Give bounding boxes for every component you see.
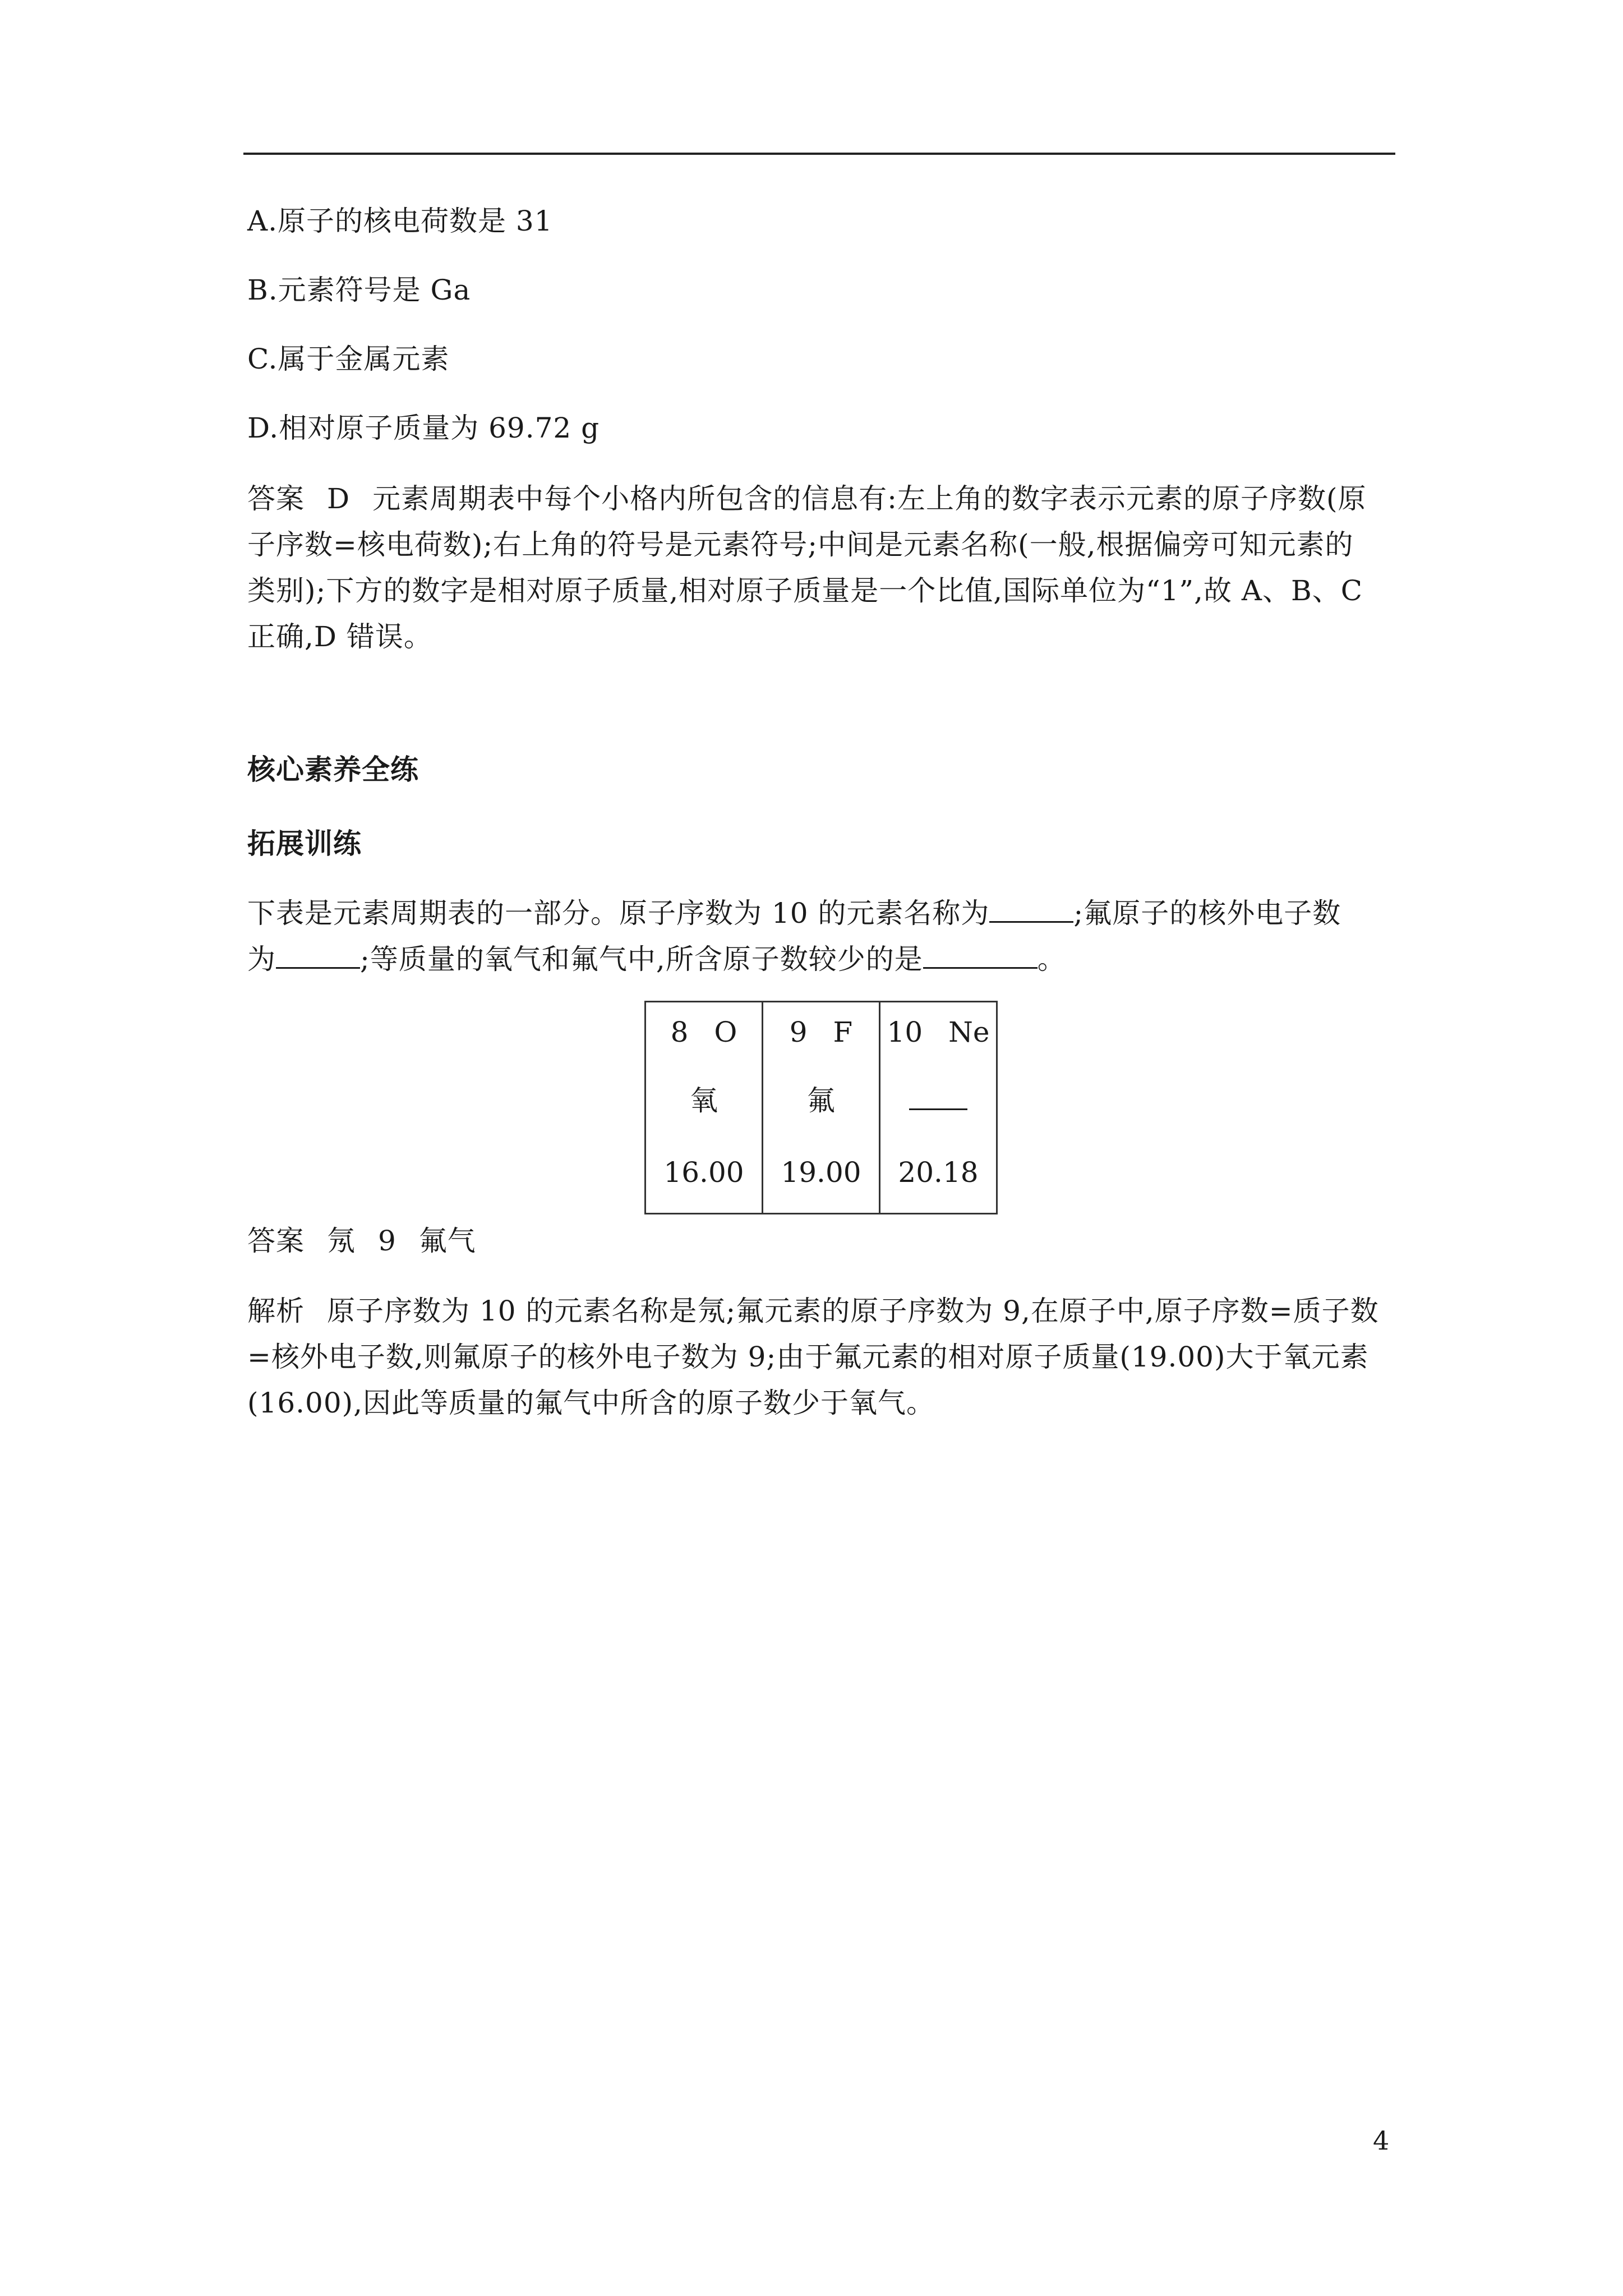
element-number: 8 [670, 1016, 689, 1048]
answer-blank-1 [989, 895, 1073, 923]
option-a: A.原子的核电荷数是 31 [247, 205, 553, 237]
answer2-value-1: 氖 [327, 1225, 356, 1257]
question-text-2c: 。 [1037, 943, 1066, 976]
section-title: 核心素养全练 [247, 753, 419, 786]
element-symbol: Ne [948, 1016, 990, 1048]
answer1-line-3: 类别);下方的数字是相对原子质量,相对原子质量是一个比值,国际单位为“1”,故 A、B、C [247, 574, 1363, 607]
question-text-2b: ;等质量的氧气和氟气中,所含原子数较少的是 [360, 943, 923, 976]
question-line-1 [247, 890, 1341, 936]
answer1-choice: D [327, 482, 351, 515]
option-b: B.元素符号是 Ga [247, 274, 471, 306]
element-mass: 19.00 [781, 1156, 861, 1189]
periodic-table [644, 1001, 998, 1214]
element-number: 10 [887, 1016, 923, 1048]
question-text-1a: 下表是元素周期表的一部分。原子序数为 10 的元素名称为 [247, 897, 990, 930]
analysis-text-1: 原子序数为 10 的元素名称是氖;氟元素的原子序数为 9,在原子中,原子序数=质子数 [327, 1295, 1379, 1327]
answer-blank-2 [276, 941, 360, 969]
element-cell-oxygen [645, 1002, 763, 1214]
analysis-line-1 [247, 1288, 1379, 1334]
element-symbol: O [714, 1016, 737, 1048]
question-line-2 [247, 936, 1066, 982]
answer-blank-3 [923, 941, 1038, 969]
analysis-line-2: =核外电子数,则氟原子的核外电子数为 9;由于氟元素的相对原子质量(19.00)大于氧元素 [247, 1341, 1369, 1373]
element-cell-neon [880, 1002, 997, 1214]
answer1-line-1 [247, 476, 1366, 522]
element-number: 9 [789, 1016, 808, 1048]
question-text-2a: 为 [247, 943, 276, 976]
element-cell-fluorine [763, 1002, 880, 1214]
answer2-line [247, 1218, 476, 1264]
answer1-text-1: 元素周期表中每个小格内所包含的信息有:左上角的数字表示元素的原子序数(原 [372, 482, 1367, 515]
element-mass: 20.18 [898, 1156, 979, 1189]
element-name: 氟 [807, 1084, 835, 1117]
analysis-label: 解析 [247, 1295, 305, 1327]
header-rule [243, 153, 1395, 155]
question-text-1b: ;氟原子的核外电子数 [1073, 897, 1341, 930]
answer2-value-3: 氟气 [418, 1225, 476, 1257]
element-name: 氧 [690, 1084, 718, 1117]
answer2-label: 答案 [247, 1225, 305, 1257]
answer2-value-2: 9 [378, 1225, 396, 1257]
analysis-line-3: (16.00),因此等质量的氟气中所含的原子数少于氧气。 [247, 1387, 935, 1419]
answer1-line-2: 子序数=核电荷数);右上角的符号是元素符号;中间是元素名称(一般,根据偏旁可知元素的 [247, 528, 1354, 561]
answer1-label: 答案 [247, 482, 305, 515]
element-name-blank [880, 1081, 996, 1120]
element-symbol: F [833, 1016, 853, 1048]
option-c: C.属于金属元素 [247, 343, 450, 375]
answer1-line-4: 正确,D 错误。 [247, 620, 432, 653]
element-mass: 16.00 [663, 1156, 744, 1189]
option-d: D.相对原子质量为 69.72 g [247, 412, 600, 444]
page-number: 4 [1373, 2125, 1390, 2156]
subsection-title: 拓展训练 [247, 827, 362, 860]
